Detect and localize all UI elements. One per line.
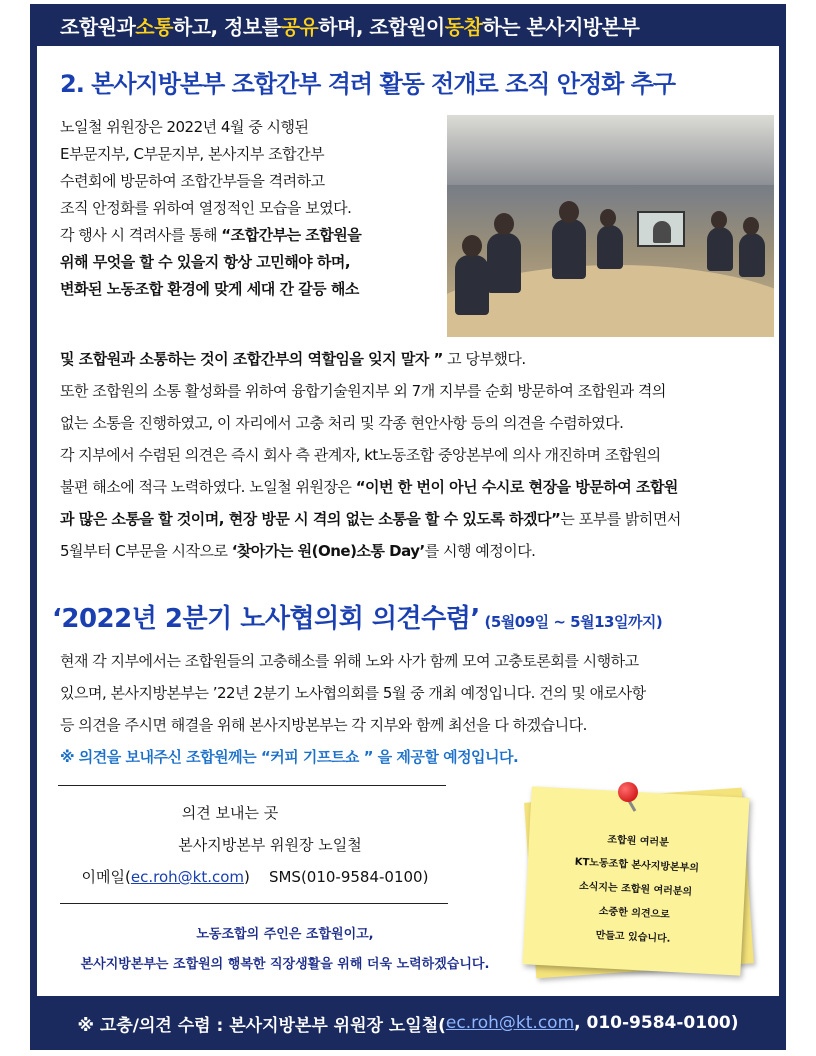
divider-bottom xyxy=(60,903,448,904)
section-paragraph-1 xyxy=(60,114,445,303)
footer-banner xyxy=(30,996,786,1050)
survey-line-3: 등 의견을 주시면 해결을 위해 본사지방본부는 각 지부와 함께 최선을 다 하겠습니다. xyxy=(60,716,587,734)
header-text-3: 하며, 조합원이 xyxy=(318,14,445,39)
para1-line-5b: “조합간부는 조합원을 xyxy=(221,226,362,244)
contact-email-suffix: ) xyxy=(244,868,250,886)
para1-line-5a: 각 행사 시 격려사를 통해 xyxy=(60,226,222,244)
para1-line-1: 노일철 위원장은 2022년 4월 중 시행된 xyxy=(60,118,309,136)
contact-sms: SMS(010-9584-0100) xyxy=(268,868,429,886)
para1-line-6: 위해 무엇을 할 수 있을지 항상 고민해야 하며, xyxy=(60,253,351,271)
survey-line-2: 있으며, 본사지방본부는 ’22년 2분기 노사협의회를 5월 중 개최 예정입니다. 건의 및 애로사항 xyxy=(60,684,646,702)
survey-line-1: 현재 각 지부에서는 조합원들의 고충해소를 위해 노와 사가 함께 모여 고충토론회를 시행하고 xyxy=(60,652,639,670)
divider-top xyxy=(58,785,446,786)
survey-title-text: ‘2022년 2분기 노사협의회 의견수렴’ xyxy=(52,604,480,634)
para3-line-2 xyxy=(60,474,760,501)
para3-line-4b: ‘찾아가는 원(One)소통 Day’ xyxy=(231,542,425,560)
para3-line-2b: “이번 한 번이 아닌 수시로 현장을 방문하여 조합원 xyxy=(355,478,678,496)
closing-line-1: 노동조합의 주인은 조합원이고, xyxy=(196,927,374,942)
sticky-line-4: 소중한 의견으로 xyxy=(598,906,671,921)
contact-line xyxy=(60,864,450,891)
sticky-line-2: KT노동조합 본사지방본부의 xyxy=(574,856,700,875)
para2-line-2: 없는 소통을 진행하였고, 이 자리에서 고충 처리 및 각종 현안사항 등의 의견을 수렴하였다. xyxy=(60,414,624,432)
pushpin-icon xyxy=(618,782,638,802)
para3-line-3 xyxy=(60,506,760,533)
para1-line-3: 수련회에 방문하여 조합간부들을 격려하고 xyxy=(60,172,325,190)
para1-line-7: 변화된 노동조합 환경에 맞게 세대 간 갈등 해소 xyxy=(60,280,359,298)
para3-line-4 xyxy=(60,538,760,565)
para3-line-3a: 과 많은 소통을 할 것이며, 현장 방문 시 격의 없는 소통을 할 수 있도록 하겠다” xyxy=(60,510,561,528)
contact-label: 의견 보내는 곳 xyxy=(181,804,279,822)
sticky-line-3: 소식지는 조합원 여러분의 xyxy=(578,881,693,898)
para1-line-4: 조직 안정화를 위하여 열정적인 모습을 보였다. xyxy=(60,199,352,217)
contact-org: 본사지방본부 위원장 노일철 xyxy=(178,836,362,854)
section-title: 2. 본사지방본부 조합간부 격려 활동 전개로 조직 안정화 추구 xyxy=(60,70,676,98)
para1-line-8a: 및 조합원과 소통하는 것이 조합간부의 역할임을 잊지 말자 ” xyxy=(60,350,443,368)
contact-email-prefix: 이메일( xyxy=(81,868,131,886)
survey-paragraph xyxy=(60,648,760,771)
header-highlight-3: 동참 xyxy=(444,14,483,39)
sticky-line-1: 조합원 여러분 xyxy=(607,834,670,849)
para3-line-3b: 는 포부를 밝히면서 xyxy=(560,510,681,528)
para3-line-4c: 를 시행 예정이다. xyxy=(424,542,536,560)
section-paragraph-2 xyxy=(60,346,760,565)
sticky-line-5: 만들고 있습니다. xyxy=(595,929,671,945)
survey-title xyxy=(52,598,772,635)
sticky-note xyxy=(522,786,749,975)
header-highlight-1: 소통 xyxy=(135,14,173,39)
para2-line-1: 또한 조합원의 소통 활성화를 위하여 융합기술원지부 외 7개 지부를 순회 방문하여 조합원과 격의 xyxy=(60,382,666,400)
footer-prefix: ※ 고충/의견 수렴 : 본사지방본부 위원장 노일철( xyxy=(77,1015,446,1036)
para1-line-2: E부문지부, C부문지부, 본사지부 조합간부 xyxy=(60,145,325,163)
contact-email-link[interactable]: ec.roh@kt.com xyxy=(130,868,245,886)
closing-line-2: 본사지방본부는 조합원의 행복한 직장생활을 위해 더욱 노력하겠습니다. xyxy=(80,957,490,972)
header-text-1: 조합원과 xyxy=(60,14,136,39)
header-banner xyxy=(30,4,786,46)
survey-note: ※ 의견을 보내주신 조합원께는 “커피 기프트쇼 ” 을 제공할 예정입니다. xyxy=(60,748,519,766)
para1-line-5 xyxy=(60,222,445,249)
header-text-2: 하고, 정보를 xyxy=(172,14,281,39)
footer-email-link[interactable]: ec.roh@kt.com xyxy=(445,1013,575,1033)
header-text-4: 하는 본사지방본부 xyxy=(482,14,640,39)
header-highlight-2: 공유 xyxy=(280,14,319,39)
para1-line-8b: 고 당부했다. xyxy=(442,350,526,368)
footer-suffix: , 010-9584-0100) xyxy=(574,1013,739,1033)
survey-period: (5월09일 ~ 5월13일까지) xyxy=(479,613,663,631)
para3-line-2a: 불편 해소에 적극 노력하였다. 노일철 위원장은 xyxy=(60,478,356,496)
closing-message xyxy=(50,920,520,980)
meeting-photo xyxy=(447,115,774,337)
para3-line-1: 각 지부에서 수렴된 의견은 즉시 회사 측 관계자, kt노동조합 중앙본부에 의사 개진하며 조합원의 xyxy=(60,446,661,464)
para3-line-4a: 5월부터 C부문을 시작으로 xyxy=(60,542,232,560)
para1-line-8 xyxy=(60,346,760,373)
